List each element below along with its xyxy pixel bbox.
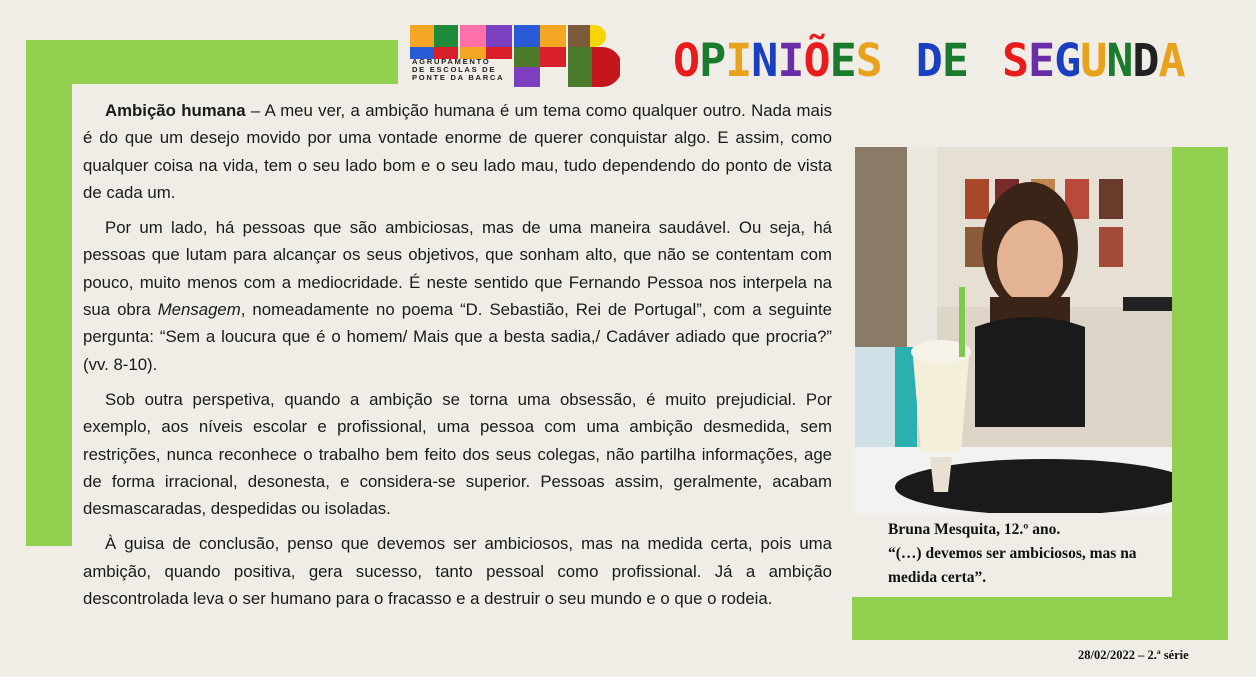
caption-author: Bruna Mesquita, 12.º ano. xyxy=(888,521,1061,538)
author-photo-illustration xyxy=(855,147,1172,513)
page-title xyxy=(673,34,1193,87)
article-paragraph-4: À guisa de conclusão, penso que devemos ser ambiciosos, mas na medida certa, pois uma ambição, quando positiva, gera sucesso, tanto pessoal como profissional. Já a ambição descontrolada leva o ser humano para o fracasso e a destruir o seu mundo e o que o rodeia. xyxy=(83,534,832,609)
title-word-opinioes: OPINIÕES xyxy=(673,34,882,87)
article-paragraph-3: Sob outra perspetiva, quando a ambição se torna uma obsessão, é muito prejudicial. Por exemplo, aos níveis escolar e profissional, uma pessoa com uma ambição desmedida, sem restrições, nunca reconhece o trabalho bem feito dos seus colegas, não partilha informações, age de forma irracional, desonesta, e considera-se superior. Pessoas assim, geralmente, acabam desmascaradas, despedidas ou isoladas. xyxy=(83,389,832,519)
green-frame-bottom xyxy=(851,597,1228,640)
photo-caption xyxy=(888,518,1158,590)
green-frame-top xyxy=(26,40,398,84)
article-paragraph-1-text: – A meu ver, a ambição humana é um tema como qualquer outro. Nada mais é do que um desejo movido por uma vontade enorme de querer conquistar algo. E assim, como qualquer coisa na vida, tem o seu lado bom e o seu lado mau, tudo dependendo do ponto de vista de cada um. xyxy=(83,101,832,202)
article-heading: Ambição humana xyxy=(105,101,246,120)
article-paragraph-2-before: Por um lado, há pessoas que são ambiciosas, mas de uma maneira saudável. Ou seja, há pessoas que lutam para alcançar os seus objetivos, que sonham alto, que não se contentam com pouco, muito menos com a mediocridade. É neste sentido que Fernando Pessoa nos interpela na sua obra xyxy=(83,218,832,320)
title-word-segunda: SEGUNDA xyxy=(1001,34,1185,87)
author-photo xyxy=(855,147,1172,513)
caption-quote: “(…) devemos ser ambiciosos, mas na medida certa”. xyxy=(888,545,1137,586)
date-series: 28/02/2022 – 2.ª série xyxy=(1078,648,1189,662)
logo-text-line-3: PONTE DA BARCA xyxy=(412,73,505,82)
green-frame-right xyxy=(1172,147,1228,640)
article-paragraph-2-after: , nomeadamente no poema “D. Sebastião, Rei de Portugal”, com a seguinte pergunta: “Sem a loucura que é o homem/ Mais que a besta sadia,/ Cadáver adiado que procria?” (vv. 8-10). xyxy=(83,300,833,374)
logo-text xyxy=(412,58,518,82)
article-paragraph-2 xyxy=(83,214,832,378)
title-word-de: DE xyxy=(915,34,968,87)
work-title: Mensagem xyxy=(157,300,241,320)
article-body xyxy=(83,97,832,620)
article-paragraph-1 xyxy=(83,97,832,206)
logo-text-line-2: DE ESCOLAS DE xyxy=(412,65,497,74)
green-frame-left xyxy=(26,40,72,546)
logo-text-line-1: AGRUPAMENTO xyxy=(412,57,491,66)
